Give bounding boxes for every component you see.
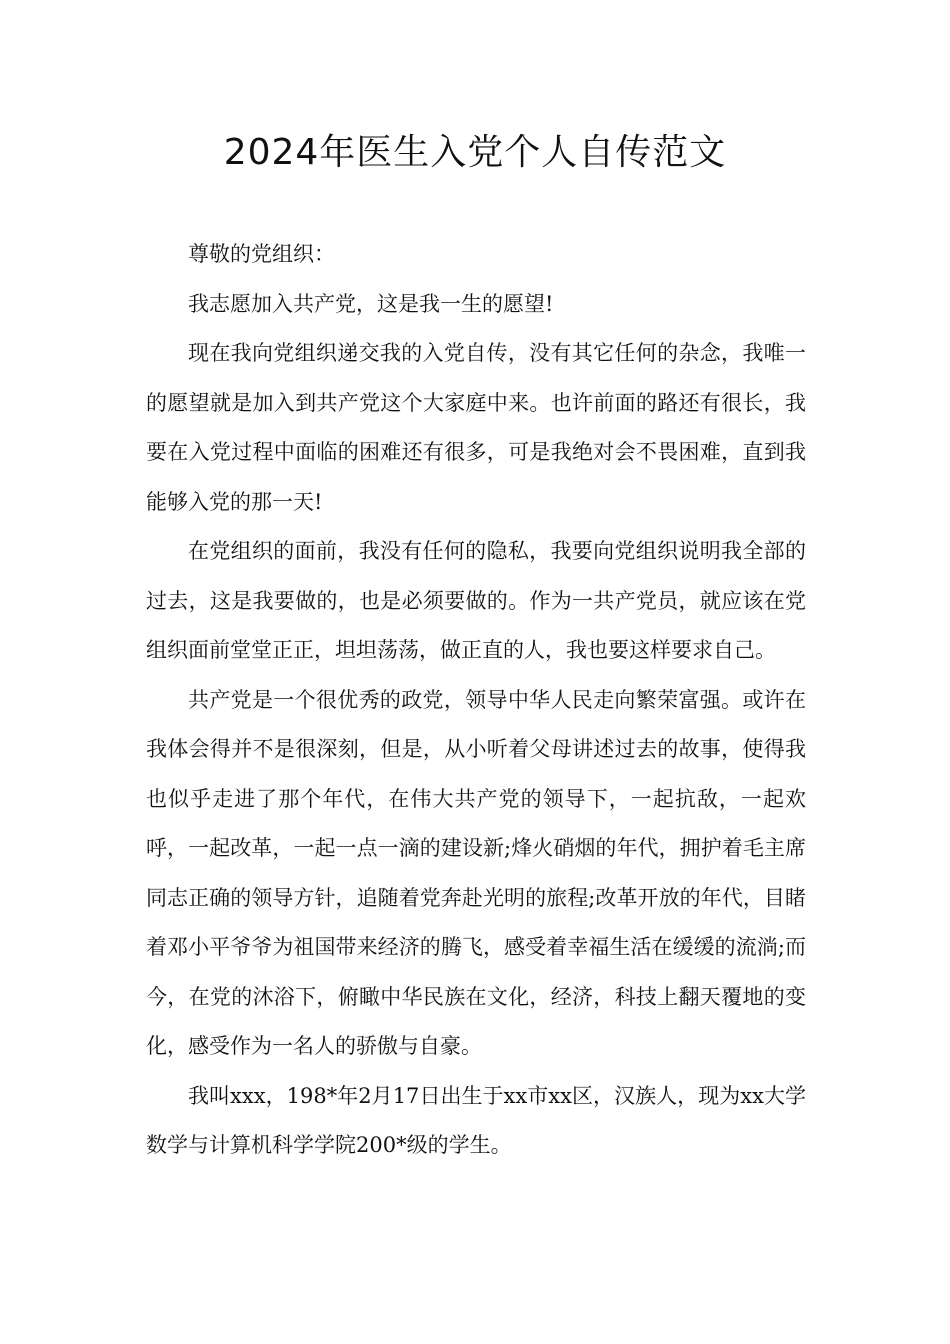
document-body [146, 230, 806, 1171]
body-paragraph: 我叫xxx，198*年2月17日出生于xx市xx区，汉族人，现为xx大学数学与计算机科学学院200*级的学生。 [146, 1083, 806, 1157]
body-paragraph: 我志愿加入共产党，这是我一生的愿望! [188, 291, 554, 316]
document-title: 2024年医生入党个人自传范文 [223, 132, 727, 173]
body-paragraph: 在党组织的面前，我没有任何的隐私，我要向党组织说明我全部的过去，这是我要做的，也是必须要做的。作为一共产党员，就应该在党组织面前堂堂正正，坦坦荡荡，做正直的人，我也要这样要求自己。 [146, 539, 806, 662]
body-paragraph: 共产党是一个很优秀的政党，领导中华人民走向繁荣富强。或许在我体会得并不是很深刻，但是，从小听着父母讲述过去的故事，使得我也似乎走进了那个年代，在伟大共产党的领导下，一起抗敌，一起欢呼，一起改革，一起一点一滴的建设新;烽火硝烟的年代，拥护着毛主席同志正确的领导方针，追随着党奔赴光明的旅程;改革开放的年代，目睹着邓小平爷爷为祖国带来经济的腾飞，感受着幸福生活在缓缓的流淌;而今，在党的沐浴下，俯瞰中华民族在文化，经济，科技上翻天覆地的变化，感受作为一名人的骄傲与自豪。 [146, 687, 806, 1058]
body-paragraph: 现在我向党组织递交我的入党自传，没有其它任何的杂念，我唯一的愿望就是加入到共产党这个大家庭中来。也许前面的路还有很长，我要在入党过程中面临的困难还有很多，可是我绝对会不畏困难，直到我能够入党的那一天! [146, 341, 806, 514]
salutation-paragraph: 尊敬的党组织： [188, 242, 335, 266]
